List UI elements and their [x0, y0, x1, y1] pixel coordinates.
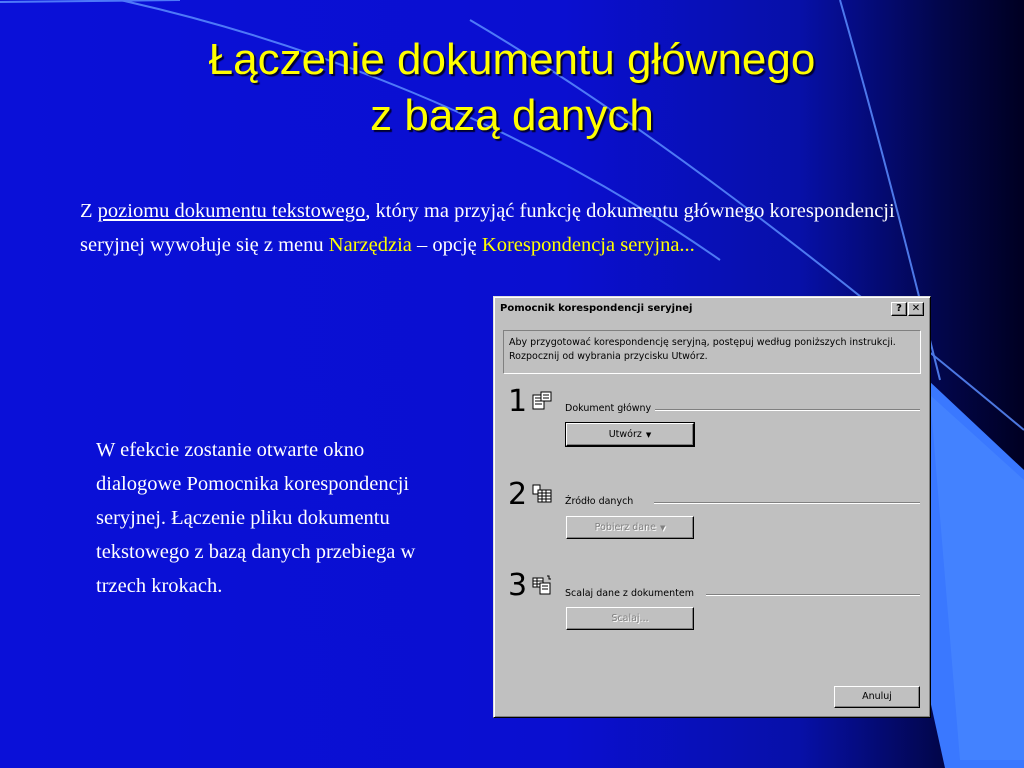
step-3-separator [706, 594, 920, 596]
merge-button[interactable]: Scalaj... [566, 607, 694, 630]
dropdown-caret-icon: ▼ [645, 431, 652, 439]
create-button-label: Utwórz [608, 429, 642, 440]
cancel-button[interactable]: Anuluj [834, 686, 920, 708]
body-paragraph: W efekcie zostanie otwarte okno dialogowe Pomocnika korespondencji seryjnej. Łączenie pliku dokumentu tekstowego z bazą danych przebiega w trzech krokach. [96, 439, 416, 597]
step-2-separator [654, 502, 920, 504]
step-3-number: 3 [508, 568, 528, 603]
intro-prefix: Z [80, 200, 98, 222]
get-data-button[interactable] [566, 516, 694, 539]
get-data-button-label: Pobierz dane [594, 522, 656, 533]
dialog-titlebar[interactable] [497, 300, 927, 318]
close-button[interactable]: ✕ [908, 302, 924, 316]
help-button[interactable]: ? [891, 302, 907, 316]
step-3-label: Scalaj dane z dokumentem [565, 588, 698, 599]
intro-middle: , który ma przyjąć funkcję dokumentu głównego korespondencji seryjnej wywołuje się z menu [80, 200, 895, 256]
slide-title [0, 32, 1024, 144]
dropdown-caret-icon: ▼ [659, 524, 666, 532]
mail-merge-dialog [493, 296, 931, 718]
step-1-number: 1 [508, 384, 528, 419]
intro-link[interactable]: poziomu dokumentu tekstowego [97, 200, 366, 222]
step-2-number: 2 [508, 477, 528, 512]
menu-name: Narzędzia [328, 234, 412, 256]
intro-paragraph [80, 194, 940, 262]
title-line-1: Łączenie dokumentu głównego [208, 35, 816, 84]
step-1-separator [654, 409, 920, 411]
step-1-label: Dokument główny [565, 403, 655, 414]
option-name: Korespondencja seryjna... [481, 234, 695, 256]
document-icon [532, 391, 552, 411]
create-button[interactable] [566, 423, 694, 446]
merge-icon [532, 575, 552, 595]
data-source-icon [532, 484, 552, 504]
instructions-box: Aby przygotować korespondencję seryjną, postępuj według poniższych instrukcji. Rozpocznij od wybrania przycisku Utwórz. [503, 330, 921, 374]
title-line-2: z bazą danych [370, 91, 654, 140]
step-2-label: Źródło danych [565, 496, 637, 507]
dialog-title: Pomocnik korespondencji seryjnej [500, 303, 693, 314]
intro-dash: – opcję [411, 234, 482, 256]
